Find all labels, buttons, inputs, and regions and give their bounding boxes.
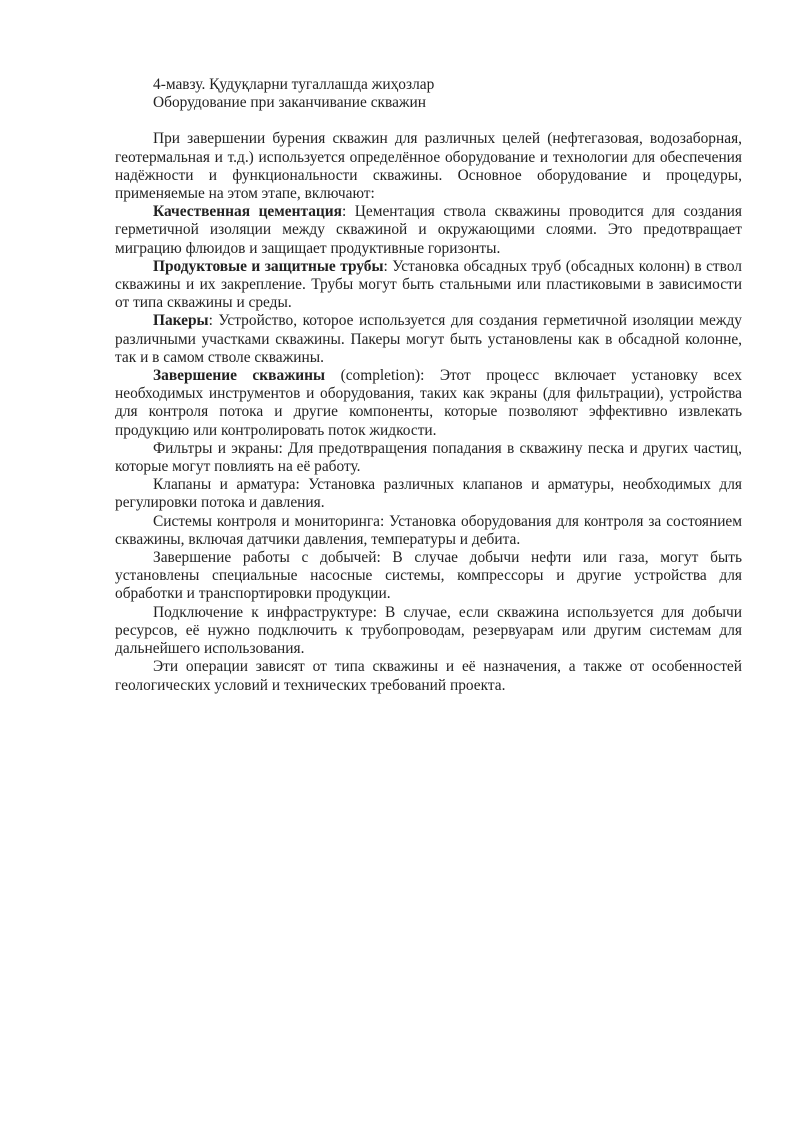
item-text: : Устройство, которое используется для создания герметичной изоляции между различными участками скважины. Пакеры могут быть установлены как в обсадной колонне, так и в самом стволе скважины. <box>115 312 742 366</box>
item-term: Продуктовые и защитные трубы <box>153 257 384 275</box>
conclusion-paragraph: Эти операции зависят от типа скважины и её назначения, а также от особенностей геологических условий и технических требований проекта. <box>115 658 742 694</box>
item-term: Завершение скважины <box>153 367 326 385</box>
body-paragraph: Подключение к инфраструктуре: В случае, если скважина используется для добычи ресурсов, её нужно подключить к трубопроводам, резервуарам или другим системам для дальнейшего использования. <box>115 603 742 658</box>
item-paragraph <box>115 312 742 367</box>
item-text: : Установка обсадных труб (обсадных колонн) в ствол скважины и их закрепление. Трубы могут быть стальными или пластиковыми в зависимости от типа скважины и среды. <box>115 257 742 312</box>
item-term: Пакеры <box>153 312 209 330</box>
item-text: : Цементация ствола скважины проводится для создания герметичной изоляции между скважиной и окружающими слоями. Это предотвращает миграцию флюидов и защищает продуктивные горизонты. <box>115 203 742 257</box>
title-russian: Оборудование при заканчивание скважин <box>153 94 427 112</box>
item-text: (completion): Этот процесс включает установку всех необходимых инструментов и оборудования, таких как экраны (для фильтрации), устройства для контроля потока и другие компоненты, которые позволяют эффективно извлекать продукцию или контролировать поток жидкости. <box>115 367 742 439</box>
body-paragraph: Системы контроля и мониторинга: Установка оборудования для контроля за состоянием скважины, включая датчики давления, температуры и дебита. <box>115 512 742 548</box>
item-paragraph <box>115 258 742 313</box>
body-paragraph: Фильтры и экраны: Для предотвращения попадания в скважину песка и других частиц, которые могут повлиять на её работу. <box>115 439 742 476</box>
title-uzbek: 4-мавзу. Қудуқларни тугаллашда жиҳозлар <box>153 76 435 93</box>
blank-line <box>115 112 742 130</box>
item-paragraph <box>115 367 742 440</box>
item-term: Качественная цементация <box>153 203 342 221</box>
intro-paragraph: При завершении бурения скважин для различных целей (нефтегазовая, водозаборная, геотермальная и т.д.) используется определённое оборудование и технологии для обеспечения надёжности и функциональности скважины. Основное оборудование и процедуры, применяемые на этом этапе, включают: <box>115 130 742 203</box>
item-paragraph <box>115 203 742 258</box>
body-paragraph: Клапаны и арматура: Установка различных клапанов и арматуры, необходимых для регулировки потока и давления. <box>115 476 742 512</box>
body-paragraph: Завершение работы с добычей: В случае добычи нефти или газа, могут быть установлены специальные насосные системы, компрессоры и другие устройства для обработки и транспортировки продукции. <box>115 549 742 603</box>
